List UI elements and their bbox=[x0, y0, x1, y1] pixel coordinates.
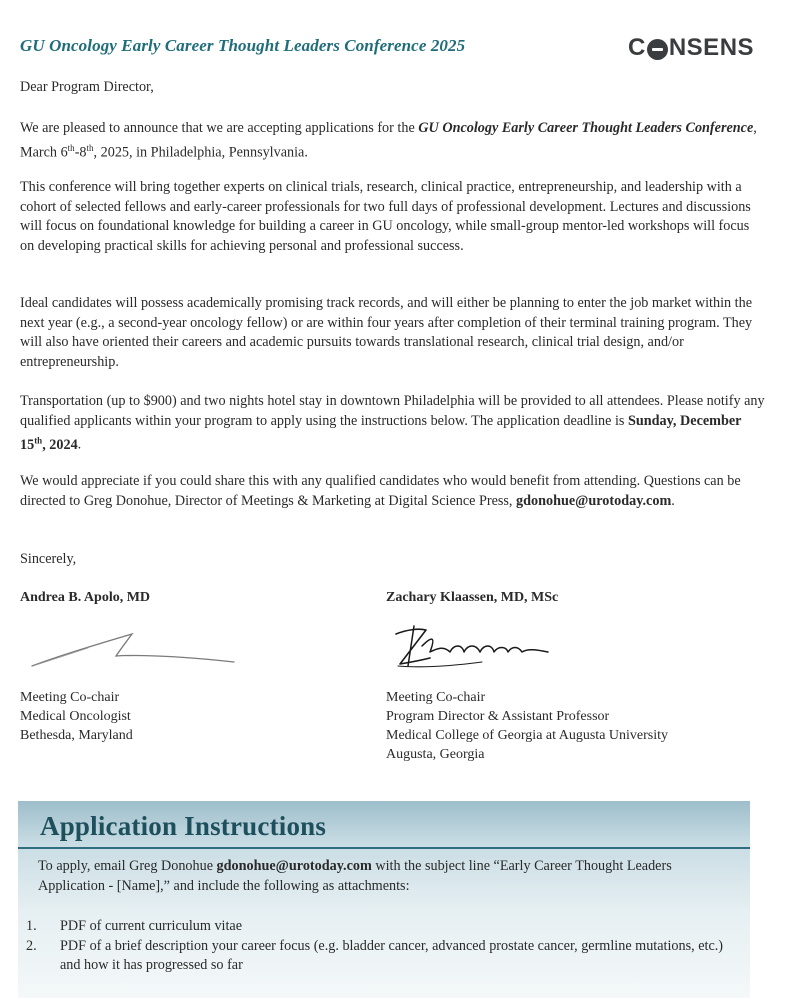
deadline-text-a: Sunday, December 15 bbox=[20, 412, 742, 453]
consens-logo bbox=[628, 34, 754, 62]
signer-role: Meeting Co-chair bbox=[386, 690, 486, 705]
list-item bbox=[26, 917, 741, 937]
heading-divider bbox=[18, 847, 750, 849]
conference-title: GU Oncology Early Career Thought Leaders Conference 2025 bbox=[20, 36, 466, 55]
list-item-number: 2. bbox=[26, 937, 37, 954]
p1-text-b: , March 6 bbox=[20, 120, 757, 161]
intro-text-b: with the subject line “Early Career Thought Leaders Application - [Name],” and include the following as attachments: bbox=[38, 858, 672, 894]
signer-name: Zachary Klaassen, MD, MSc bbox=[386, 590, 559, 605]
speech-bubble-icon bbox=[647, 39, 668, 60]
signer-name: Andrea B. Apolo, MD bbox=[20, 590, 151, 605]
paragraph-announcement bbox=[20, 119, 765, 163]
p5-text: We would appreciate if you could share this with any qualified candidates who would benefit from attending. Questions can be directed to Greg Donohue, Director of Meetings & Marketing at Digital Science Press, bbox=[20, 473, 741, 509]
application-intro bbox=[38, 857, 738, 896]
signer-location: Augusta, Georgia bbox=[386, 747, 485, 762]
p1-text-c: -8 bbox=[74, 144, 87, 161]
logo-text-end: NSENS bbox=[668, 34, 755, 61]
deadline-text-b: , 2024 bbox=[42, 436, 78, 453]
signer-title: Medical Oncologist bbox=[20, 709, 131, 724]
intro-text-a: To apply, email Greg Donohue bbox=[38, 858, 217, 874]
logo-text-start: C bbox=[628, 34, 646, 61]
paragraph-logistics bbox=[20, 392, 765, 456]
contact-email-link[interactable]: gdonohue@urotoday.com bbox=[516, 492, 672, 509]
application-heading: Application Instructions bbox=[40, 811, 327, 841]
conference-name: GU Oncology Early Career Thought Leaders Conference bbox=[418, 120, 754, 136]
list-item bbox=[26, 937, 741, 976]
signature-apolo bbox=[28, 628, 238, 672]
signer-title: Program Director & Assistant Professor bbox=[386, 709, 610, 724]
list-item-number: 1. bbox=[26, 918, 37, 934]
p1-text-a: We are pleased to announce that we are accepting applications for the bbox=[20, 120, 419, 136]
p1-sup-2: th bbox=[86, 142, 94, 153]
p5-end: . bbox=[671, 492, 675, 509]
p1-sup-1: th bbox=[67, 142, 75, 153]
application-instructions-box bbox=[18, 801, 750, 998]
signature-klaassen bbox=[392, 622, 562, 674]
p1-text-d: , 2025, in Philadelphia, Pennsylvania. bbox=[93, 144, 308, 161]
list-item-text: PDF of current curriculum vitae bbox=[60, 918, 243, 934]
p4-end: . bbox=[77, 436, 82, 453]
paragraph-contact bbox=[20, 472, 765, 511]
paragraph-candidates: Ideal candidates will possess academically promising track records, and will either be planning to enter the job market within the next year (e.g., a second-year oncology fellow) or are within four years after completion of their terminal training program. They will also have oriented their careers and academic pursuits towards translational research, clinical trial design, and/or entrepreneurship. bbox=[20, 295, 753, 370]
signer-institution: Medical College of Georgia at Augusta University bbox=[386, 728, 669, 743]
list-item-text: PDF of a brief description your career focus (e.g. bladder cancer, advanced prostate cancer, germline mutations, etc.) and how it has progressed so far bbox=[60, 937, 724, 974]
application-email-link[interactable]: gdonohue@urotoday.com bbox=[216, 858, 372, 874]
paragraph-overview: This conference will bring together experts on clinical trials, research, clinical practice, entrepreneurship, and leadership with a cohort of selected fellows and early-career professionals for two full days of professional development. Lectures and discussions will focus on foundational knowledge for building a career in GU oncology, while small-group mentor-led workshops will focus on developing practical skills for achieving personal and professional success. bbox=[20, 179, 751, 254]
signer-details bbox=[20, 688, 133, 745]
signer-location: Bethesda, Maryland bbox=[20, 728, 133, 743]
p4-text: Transportation (up to $900) and two nights hotel stay in downtown Philadelphia will be provided to all attendees. Please notify any qualified applicants within your program to apply using the instructions below. The application deadline is bbox=[20, 393, 765, 429]
signer-role: Meeting Co-chair bbox=[20, 690, 120, 705]
signer-details bbox=[386, 688, 668, 764]
closing: Sincerely, bbox=[20, 551, 77, 567]
deadline-sup: th bbox=[34, 435, 43, 446]
attachment-list bbox=[26, 917, 741, 976]
salutation: Dear Program Director, bbox=[20, 79, 154, 95]
